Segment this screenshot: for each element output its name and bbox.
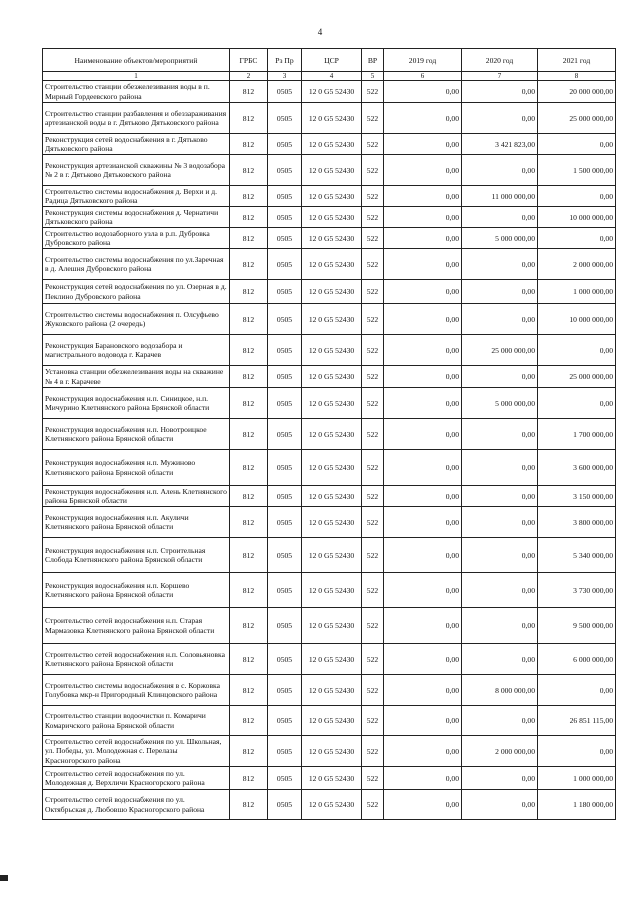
row-vr: 522 <box>362 573 384 608</box>
row-2020-value: 0,00 <box>462 207 538 228</box>
row-2021-value: 5 340 000,00 <box>538 538 616 573</box>
header-name: Наименование объектов/мероприятий <box>43 49 230 72</box>
row-csr: 12 0 G5 52430 <box>302 644 362 675</box>
row-vr: 522 <box>362 335 384 366</box>
row-vr: 522 <box>362 675 384 706</box>
row-rzpr: 0505 <box>268 573 302 608</box>
row-csr: 12 0 G5 52430 <box>302 450 362 486</box>
page-number: 4 <box>317 27 323 37</box>
row-name: Реконструкция водоснабжения н.п. Новотроицкое Клетнянского района Брянской области <box>43 419 230 450</box>
row-csr: 12 0 G5 52430 <box>302 335 362 366</box>
row-rzpr: 0505 <box>268 103 302 134</box>
row-2019-value: 0,00 <box>384 450 462 486</box>
row-2019-value: 0,00 <box>384 335 462 366</box>
row-name: Строительство сетей водоснабжения по ул. Школьная, ул. Победы, ул. Молодежная с. Перелазы Красногорского района <box>43 736 230 767</box>
row-csr: 12 0 G5 52430 <box>302 280 362 304</box>
row-2020-value: 25 000 000,00 <box>462 335 538 366</box>
row-2021-value: 0,00 <box>538 186 616 207</box>
table-row <box>43 280 616 304</box>
row-vr: 522 <box>362 450 384 486</box>
row-rzpr: 0505 <box>268 790 302 820</box>
row-2019-value: 0,00 <box>384 249 462 280</box>
row-2021-value: 3 150 000,00 <box>538 486 616 507</box>
row-name: Реконструкция водоснабжения н.п. Коршево Клетнянского района Брянской области <box>43 573 230 608</box>
table-row <box>43 790 616 820</box>
row-rzpr: 0505 <box>268 736 302 767</box>
row-grbs: 812 <box>230 706 268 736</box>
row-vr: 522 <box>362 228 384 249</box>
table-row <box>43 675 616 706</box>
row-2021-value: 0,00 <box>538 675 616 706</box>
row-2020-value: 0,00 <box>462 608 538 644</box>
row-csr: 12 0 G5 52430 <box>302 228 362 249</box>
row-csr: 12 0 G5 52430 <box>302 767 362 790</box>
row-csr: 12 0 G5 52430 <box>302 675 362 706</box>
table-row <box>43 608 616 644</box>
row-name: Реконструкция водоснабжения н.п. Строительная Слобода Клетнянского района Брянской области <box>43 538 230 573</box>
row-name: Строительство сетей водоснабжения н.п. Соловьяновка Клетнянского района Брянской области <box>43 644 230 675</box>
row-2019-value: 0,00 <box>384 280 462 304</box>
row-vr: 522 <box>362 304 384 335</box>
row-csr: 12 0 G5 52430 <box>302 304 362 335</box>
row-csr: 12 0 G5 52430 <box>302 134 362 155</box>
row-2020-value: 5 000 000,00 <box>462 228 538 249</box>
row-name: Реконструкция артезианской скважины № 3 водозабора № 2 в г. Дятьково Дятьковского района <box>43 155 230 186</box>
row-2020-value: 0,00 <box>462 280 538 304</box>
row-rzpr: 0505 <box>268 388 302 419</box>
row-2020-value: 11 000 000,00 <box>462 186 538 207</box>
row-grbs: 812 <box>230 335 268 366</box>
row-grbs: 812 <box>230 366 268 388</box>
row-2019-value: 0,00 <box>384 706 462 736</box>
row-rzpr: 0505 <box>268 675 302 706</box>
row-csr: 12 0 G5 52430 <box>302 207 362 228</box>
row-2020-value: 3 421 823,00 <box>462 134 538 155</box>
row-rzpr: 0505 <box>268 644 302 675</box>
row-grbs: 812 <box>230 767 268 790</box>
table-row <box>43 304 616 335</box>
row-2019-value: 0,00 <box>384 486 462 507</box>
table-row <box>43 228 616 249</box>
row-2020-value: 8 000 000,00 <box>462 675 538 706</box>
row-csr: 12 0 G5 52430 <box>302 507 362 538</box>
row-2021-value: 0,00 <box>538 388 616 419</box>
row-2019-value: 0,00 <box>384 419 462 450</box>
table-row <box>43 736 616 767</box>
row-grbs: 812 <box>230 207 268 228</box>
row-vr: 522 <box>362 644 384 675</box>
row-grbs: 812 <box>230 608 268 644</box>
row-2021-value: 1 700 000,00 <box>538 419 616 450</box>
row-2021-value: 9 500 000,00 <box>538 608 616 644</box>
table-row <box>43 419 616 450</box>
row-csr: 12 0 G5 52430 <box>302 366 362 388</box>
table-row <box>43 573 616 608</box>
row-csr: 12 0 G5 52430 <box>302 103 362 134</box>
row-name: Реконструкция Барановского водозабора и магистрального водовода г. Карачев <box>43 335 230 366</box>
column-number: 7 <box>462 72 538 81</box>
header-row <box>43 49 616 72</box>
row-vr: 522 <box>362 249 384 280</box>
row-grbs: 812 <box>230 103 268 134</box>
column-number: 3 <box>268 72 302 81</box>
row-grbs: 812 <box>230 419 268 450</box>
row-rzpr: 0505 <box>268 335 302 366</box>
row-2019-value: 0,00 <box>384 155 462 186</box>
row-csr: 12 0 G5 52430 <box>302 81 362 103</box>
row-rzpr: 0505 <box>268 366 302 388</box>
row-grbs: 812 <box>230 186 268 207</box>
row-2019-value: 0,00 <box>384 675 462 706</box>
table-body <box>43 81 616 820</box>
row-2019-value: 0,00 <box>384 507 462 538</box>
table-row <box>43 366 616 388</box>
row-csr: 12 0 G5 52430 <box>302 608 362 644</box>
row-2020-value: 0,00 <box>462 767 538 790</box>
row-vr: 522 <box>362 186 384 207</box>
row-2019-value: 0,00 <box>384 186 462 207</box>
row-rzpr: 0505 <box>268 538 302 573</box>
row-name: Строительство системы водоснабжения в с. Коржовка Голубовка мкр-н Пригородный Клинцовского района <box>43 675 230 706</box>
row-2020-value: 0,00 <box>462 304 538 335</box>
row-name: Реконструкция сетей водоснабжения по ул. Озерная в д. Пеклино Дубровского района <box>43 280 230 304</box>
row-2020-value: 0,00 <box>462 706 538 736</box>
row-2021-value: 25 000 000,00 <box>538 103 616 134</box>
row-2021-value: 0,00 <box>538 228 616 249</box>
row-2019-value: 0,00 <box>384 736 462 767</box>
row-2021-value: 3 730 000,00 <box>538 573 616 608</box>
row-grbs: 812 <box>230 507 268 538</box>
row-2020-value: 0,00 <box>462 450 538 486</box>
row-2020-value: 0,00 <box>462 790 538 820</box>
row-name: Реконструкция водоснабжения н.п. Акуличи Клетнянского района Брянской области <box>43 507 230 538</box>
row-name: Строительство сетей водоснабжения по ул. Молодежная д. Верхличи Красногорского района <box>43 767 230 790</box>
row-rzpr: 0505 <box>268 155 302 186</box>
row-name: Строительство системы водоснабжения п. Олсуфьево Жуковского района (2 очередь) <box>43 304 230 335</box>
row-rzpr: 0505 <box>268 767 302 790</box>
row-vr: 522 <box>362 388 384 419</box>
row-name: Строительство станции водоочистки п. Комаричи Комаричского района Брянской области <box>43 706 230 736</box>
header-vr: ВР <box>362 49 384 72</box>
row-grbs: 812 <box>230 388 268 419</box>
table-row <box>43 81 616 103</box>
row-csr: 12 0 G5 52430 <box>302 249 362 280</box>
row-vr: 522 <box>362 767 384 790</box>
table-row <box>43 103 616 134</box>
row-csr: 12 0 G5 52430 <box>302 419 362 450</box>
table-row <box>43 207 616 228</box>
table-row <box>43 538 616 573</box>
row-2019-value: 0,00 <box>384 644 462 675</box>
row-vr: 522 <box>362 134 384 155</box>
row-2021-value: 10 000 000,00 <box>538 207 616 228</box>
row-grbs: 812 <box>230 249 268 280</box>
row-2021-value: 1 500 000,00 <box>538 155 616 186</box>
row-2019-value: 0,00 <box>384 388 462 419</box>
row-rzpr: 0505 <box>268 304 302 335</box>
column-number: 8 <box>538 72 616 81</box>
row-2021-value: 6 000 000,00 <box>538 644 616 675</box>
row-2019-value: 0,00 <box>384 103 462 134</box>
row-vr: 522 <box>362 608 384 644</box>
table-row <box>43 644 616 675</box>
row-rzpr: 0505 <box>268 207 302 228</box>
row-grbs: 812 <box>230 644 268 675</box>
row-csr: 12 0 G5 52430 <box>302 486 362 507</box>
row-2021-value: 1 180 000,00 <box>538 790 616 820</box>
table-row <box>43 335 616 366</box>
row-csr: 12 0 G5 52430 <box>302 790 362 820</box>
header-csr: ЦСР <box>302 49 362 72</box>
row-2020-value: 2 000 000,00 <box>462 736 538 767</box>
row-vr: 522 <box>362 790 384 820</box>
column-number: 5 <box>362 72 384 81</box>
row-2020-value: 0,00 <box>462 155 538 186</box>
row-rzpr: 0505 <box>268 81 302 103</box>
row-2021-value: 25 000 000,00 <box>538 366 616 388</box>
row-2019-value: 0,00 <box>384 134 462 155</box>
column-number-row <box>43 72 616 81</box>
table-row <box>43 249 616 280</box>
row-grbs: 812 <box>230 228 268 249</box>
row-2019-value: 0,00 <box>384 790 462 820</box>
column-number: 2 <box>230 72 268 81</box>
row-vr: 522 <box>362 486 384 507</box>
row-csr: 12 0 G5 52430 <box>302 706 362 736</box>
row-2020-value: 0,00 <box>462 103 538 134</box>
row-2021-value: 3 800 000,00 <box>538 507 616 538</box>
row-name: Реконструкция системы водоснабжения д. Чернатичи Дятьковского района <box>43 207 230 228</box>
row-name: Строительство водозаборного узла в р.п. Дубровка Дубровского района <box>43 228 230 249</box>
row-grbs: 812 <box>230 134 268 155</box>
row-vr: 522 <box>362 419 384 450</box>
table-row <box>43 388 616 419</box>
row-grbs: 812 <box>230 675 268 706</box>
row-vr: 522 <box>362 538 384 573</box>
row-csr: 12 0 G5 52430 <box>302 186 362 207</box>
row-2021-value: 1 000 000,00 <box>538 767 616 790</box>
row-csr: 12 0 G5 52430 <box>302 388 362 419</box>
row-2021-value: 1 000 000,00 <box>538 280 616 304</box>
row-name: Реконструкция сетей водоснабжения в г. Дятьково Дятьковского района <box>43 134 230 155</box>
row-grbs: 812 <box>230 450 268 486</box>
column-number: 1 <box>43 72 230 81</box>
table-row <box>43 155 616 186</box>
row-2019-value: 0,00 <box>384 538 462 573</box>
row-rzpr: 0505 <box>268 249 302 280</box>
row-vr: 522 <box>362 507 384 538</box>
row-rzpr: 0505 <box>268 186 302 207</box>
table-row <box>43 186 616 207</box>
table-row <box>43 507 616 538</box>
row-name: Реконструкция водоснабжения н.п. Алень Клетнянского района Брянской области <box>43 486 230 507</box>
column-number: 6 <box>384 72 462 81</box>
row-vr: 522 <box>362 155 384 186</box>
row-2020-value: 0,00 <box>462 249 538 280</box>
table-row <box>43 134 616 155</box>
table-row <box>43 486 616 507</box>
row-vr: 522 <box>362 736 384 767</box>
row-rzpr: 0505 <box>268 228 302 249</box>
row-2020-value: 0,00 <box>462 81 538 103</box>
row-rzpr: 0505 <box>268 450 302 486</box>
row-2021-value: 20 000 000,00 <box>538 81 616 103</box>
row-name: Строительство станции обезжелезивания воды в п. Мирный Гордеевского района <box>43 81 230 103</box>
column-number: 4 <box>302 72 362 81</box>
row-2020-value: 0,00 <box>462 644 538 675</box>
header-2021: 2021 год <box>538 49 616 72</box>
row-rzpr: 0505 <box>268 486 302 507</box>
row-2019-value: 0,00 <box>384 207 462 228</box>
table-row <box>43 706 616 736</box>
row-2020-value: 0,00 <box>462 538 538 573</box>
row-vr: 522 <box>362 207 384 228</box>
row-2019-value: 0,00 <box>384 366 462 388</box>
table-row <box>43 767 616 790</box>
row-name: Строительство системы водоснабжения д. Верхи и д. Радица Дятьковского района <box>43 186 230 207</box>
header-2019: 2019 год <box>384 49 462 72</box>
row-name: Строительство системы водоснабжения по ул.Заречная в д. Алешня Дубровского района <box>43 249 230 280</box>
header-rzpr: Рз Пр <box>268 49 302 72</box>
row-name: Строительство сетей водоснабжения н.п. Старая Мармазовка Клетнянского района Брянской области <box>43 608 230 644</box>
row-name: Реконструкция водоснабжения н.п. Синицкое, н.п. Мичурино Клетнянского района Брянской области <box>43 388 230 419</box>
row-2021-value: 0,00 <box>538 335 616 366</box>
row-vr: 522 <box>362 81 384 103</box>
row-2020-value: 0,00 <box>462 366 538 388</box>
row-csr: 12 0 G5 52430 <box>302 155 362 186</box>
row-2020-value: 0,00 <box>462 486 538 507</box>
table-row <box>43 450 616 486</box>
row-grbs: 812 <box>230 81 268 103</box>
row-rzpr: 0505 <box>268 608 302 644</box>
row-2019-value: 0,00 <box>384 228 462 249</box>
row-grbs: 812 <box>230 573 268 608</box>
row-2020-value: 0,00 <box>462 419 538 450</box>
row-2019-value: 0,00 <box>384 81 462 103</box>
row-2021-value: 0,00 <box>538 134 616 155</box>
row-name: Строительство сетей водоснабжения по ул. Октябрьская д. Любовшо Красногорского района <box>43 790 230 820</box>
row-rzpr: 0505 <box>268 706 302 736</box>
budget-table <box>42 48 616 820</box>
header-2020: 2020 год <box>462 49 538 72</box>
row-2021-value: 2 000 000,00 <box>538 249 616 280</box>
header-grbs: ГРБС <box>230 49 268 72</box>
row-2019-value: 0,00 <box>384 304 462 335</box>
row-2021-value: 3 600 000,00 <box>538 450 616 486</box>
row-grbs: 812 <box>230 790 268 820</box>
row-grbs: 812 <box>230 736 268 767</box>
row-vr: 522 <box>362 103 384 134</box>
row-grbs: 812 <box>230 280 268 304</box>
row-csr: 12 0 G5 52430 <box>302 736 362 767</box>
row-csr: 12 0 G5 52430 <box>302 538 362 573</box>
row-vr: 522 <box>362 366 384 388</box>
row-2019-value: 0,00 <box>384 573 462 608</box>
row-name: Реконструкция водоснабжения н.п. Мужиново Клетнянского района Брянской области <box>43 450 230 486</box>
row-grbs: 812 <box>230 304 268 335</box>
row-rzpr: 0505 <box>268 507 302 538</box>
row-2020-value: 0,00 <box>462 573 538 608</box>
crop-mark <box>0 875 8 881</box>
row-name: Строительство станции разбавления и обеззараживания артезианской воды в г. Дятьково Дятьковского района <box>43 103 230 134</box>
row-2020-value: 5 000 000,00 <box>462 388 538 419</box>
row-rzpr: 0505 <box>268 134 302 155</box>
row-2019-value: 0,00 <box>384 767 462 790</box>
row-name: Установка станции обезжелезивания воды на скважине № 4 в г. Карачеве <box>43 366 230 388</box>
row-grbs: 812 <box>230 538 268 573</box>
row-rzpr: 0505 <box>268 419 302 450</box>
row-vr: 522 <box>362 280 384 304</box>
row-grbs: 812 <box>230 486 268 507</box>
row-csr: 12 0 G5 52430 <box>302 573 362 608</box>
row-2020-value: 0,00 <box>462 507 538 538</box>
row-2021-value: 26 851 115,00 <box>538 706 616 736</box>
row-2019-value: 0,00 <box>384 608 462 644</box>
row-rzpr: 0505 <box>268 280 302 304</box>
row-2021-value: 10 000 000,00 <box>538 304 616 335</box>
row-2021-value: 0,00 <box>538 736 616 767</box>
row-vr: 522 <box>362 706 384 736</box>
row-grbs: 812 <box>230 155 268 186</box>
